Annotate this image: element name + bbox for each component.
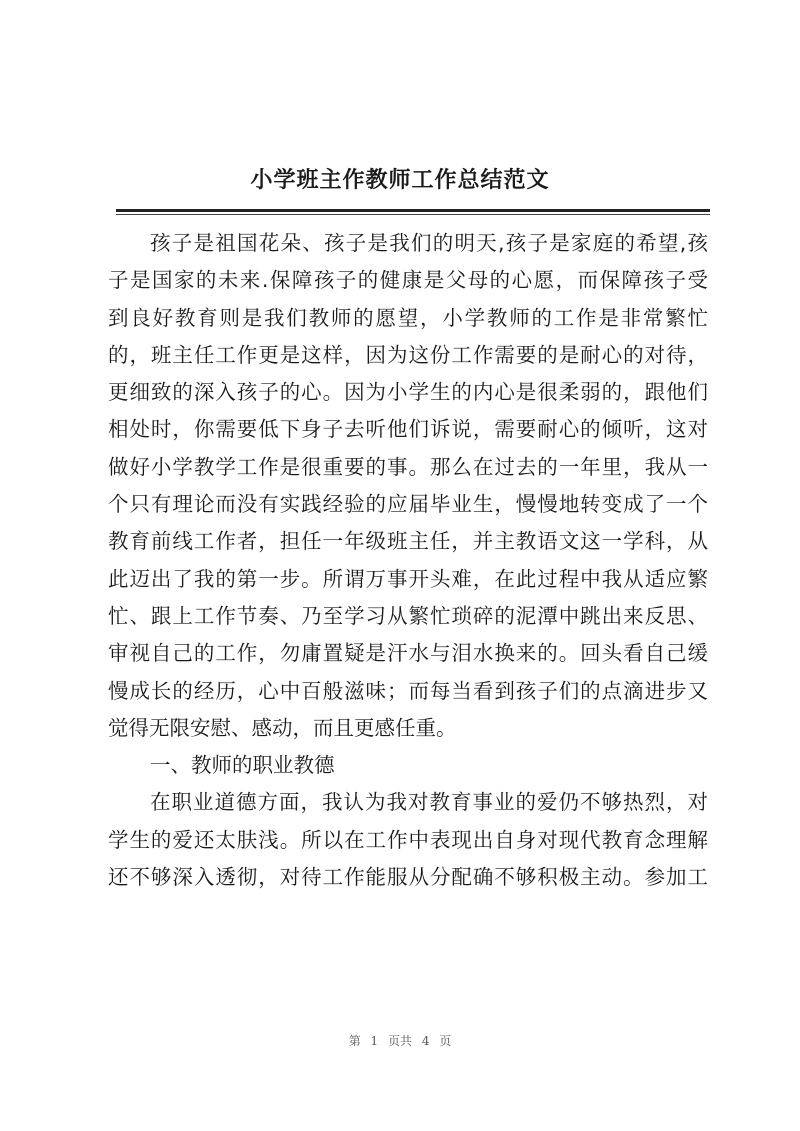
text-line: 更细致的深入孩子的心。因为小学生的内心是很柔弱的，跟他们 — [108, 380, 708, 405]
text-line: 做好小学教学工作是很重要的事。那么在过去的一年里，我从一 — [108, 454, 708, 479]
text-line: 审视自己的工作，勿庸置疑是汗水与泪水换来的。回头看自己缓 — [108, 641, 708, 666]
document-title: 小学班主作教师工作总结范文 — [250, 167, 550, 193]
document-body — [108, 225, 708, 896]
text-line: 觉得无限安慰、感动，而且更感任重。 — [108, 715, 457, 740]
paragraph-ethics — [108, 784, 708, 896]
title-rule-thin — [116, 214, 710, 215]
paragraph-intro — [108, 225, 708, 747]
text-line: 到良好教育则是我们教师的愿望，小学教师的工作是非常繁忙 — [108, 305, 708, 330]
text-line: 相处时，你需要低下身子去听他们诉说，需要耐心的倾听，这对 — [108, 417, 708, 442]
text-line: 孩子是祖国花朵、孩子是我们的明天,孩子是家庭的希望,孩 — [150, 231, 708, 255]
text-line: 教育前线工作者，担任一年级班主任，并主教语文这一学科，从 — [108, 529, 708, 554]
text-line: 个只有理论而没有实践经验的应届毕业生，慢慢地转变成了一个 — [108, 492, 708, 517]
text-line: 在职业道德方面，我认为我对教育事业的爱仍不够热烈，对 — [150, 790, 708, 815]
section-heading — [108, 747, 708, 784]
heading-ethics: 一、教师的职业教德 — [150, 753, 335, 778]
text-line: 还不够深入透彻，对待工作能服从分配确不够积极主动。参加工 — [108, 865, 708, 890]
text-line: 忙、跟上工作节奏、乃至学习从繁忙琐碎的泥潭中跳出来反思、 — [108, 603, 708, 628]
text-line: 学生的爱还太肤浅。所以在工作中表现出自身对现代教育念理解 — [108, 827, 708, 852]
text-line: 的，班主任工作更是这样，因为这份工作需要的是耐心的对待， — [108, 342, 708, 367]
text-line: 此迈出了我的第一步。所谓万事开头难，在此过程中我从适应繁 — [108, 566, 708, 591]
page-footer: 第 1 页共 4 页 — [348, 1034, 452, 1048]
text-line: 慢成长的经历，心中百般滋味；而每当看到孩子们的点滴进步又 — [108, 678, 708, 703]
title-rule-thick — [116, 209, 710, 212]
text-line: 子是国家的未来.保障孩子的健康是父母的心愿，而保障孩子受 — [108, 268, 708, 293]
